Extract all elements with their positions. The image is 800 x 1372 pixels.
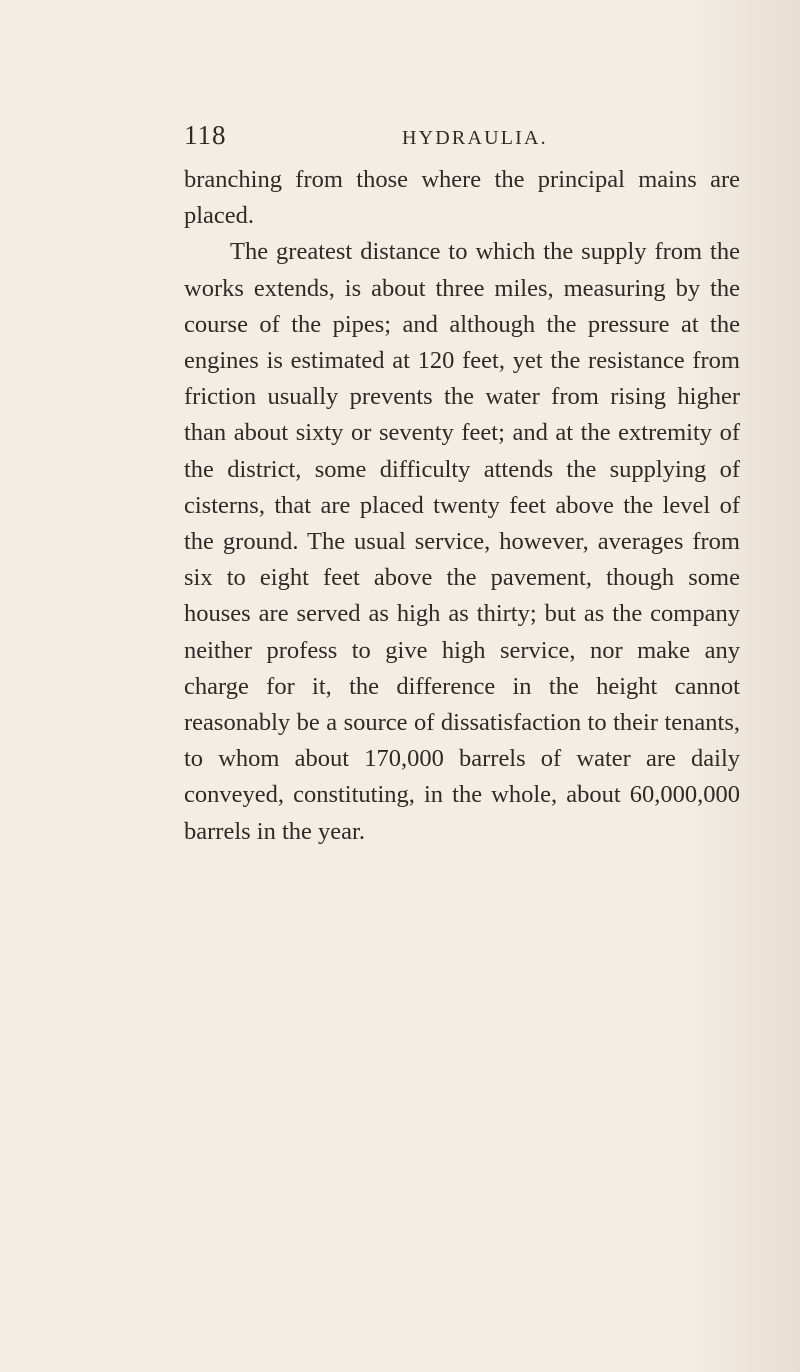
paragraph-continuation: branching from those where the principal mains are placed.: [184, 166, 740, 230]
body-text: [184, 162, 740, 850]
paragraph: The greatest distance to which the supply from the works extends, is about three miles, measuring by the course of the pipes; and although the pressure at the engines is estimated at 120 feet, yet the resistance from friction usually prevents the water from rising higher than about sixty or seventy feet; and at the extremity of the district, some difficulty attends the supplying of cisterns, that are placed twenty feet above the level of the ground. The usual service, however, averages from six to eight feet above the pavement, though some houses are served as high as thirty; but as the company neither profess to give high service, nor make any charge for it, the difference in the height cannot reasonably be a source of dissatisfaction to their tenants, to whom about 170,000 barrels of water are daily conveyed, constituting, in the whole, about 60,000,000 barrels in the year.: [184, 238, 740, 845]
running-head: HYDRAULIA.: [402, 127, 548, 149]
page-header: [184, 118, 740, 152]
page-number: 118: [184, 120, 227, 150]
